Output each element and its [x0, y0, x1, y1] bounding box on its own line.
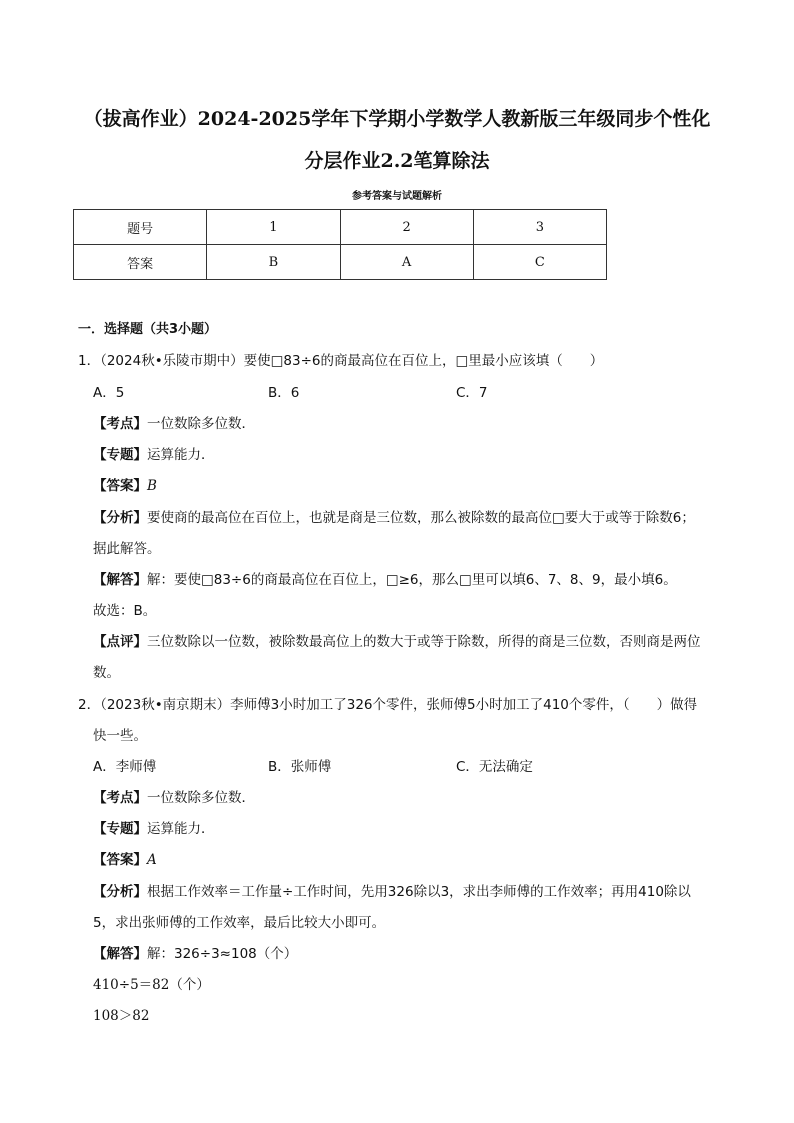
answer-table-header-row	[74, 210, 607, 245]
q1-zhuanti-text: 运算能力．	[147, 447, 215, 463]
table-cell-header-label: 题号	[74, 210, 207, 245]
q1-zhuanti	[93, 443, 215, 463]
q2-fenxi-tag: 【分析】	[93, 884, 147, 900]
q1-zhuanti-tag: 【专题】	[93, 447, 147, 463]
table-cell-number-1: 1	[207, 210, 340, 245]
q2-jieda-line-2: 410÷5＝82（个）	[93, 977, 210, 993]
q2-daan-tag: 【答案】	[93, 852, 147, 868]
q2-zhuanti	[93, 817, 215, 837]
q2-fenxi-line-1	[93, 880, 691, 900]
table-cell-answer-3: C	[473, 245, 606, 280]
q1-dianping-line-1	[93, 630, 701, 650]
q1-jieda-text: 解：要使□83÷6的商最高位在百位上，□≥6，那么□里可以填6、7、8、9，最小填6。	[147, 572, 677, 588]
q2-jieda-tag: 【解答】	[93, 946, 147, 962]
q1-option-c: C．7	[456, 385, 488, 401]
section-heading: 一．选择题（共3小题）	[78, 322, 218, 337]
q1-option-a: A．5	[93, 385, 125, 401]
q1-fenxi-line-2: 据此解答。	[93, 541, 161, 557]
q1-dianping-line-2: 数。	[93, 665, 120, 681]
table-cell-number-3: 3	[473, 210, 606, 245]
q1-dianping-text: 三位数除以一位数，被除数最高位上的数大于或等于除数，所得的商是三位数，否则商是两位	[147, 634, 701, 650]
q2-jieda-line-3: 108＞82	[93, 1008, 150, 1024]
q2-kaodian	[93, 786, 255, 806]
q1-option-b: B．6	[268, 385, 300, 401]
document-title-line-2: 分层作业2.2笔算除法	[304, 150, 490, 172]
q2-option-a: A．李师傅	[93, 759, 157, 775]
q2-zhuanti-tag: 【专题】	[93, 821, 147, 837]
q1-daan	[93, 474, 157, 494]
q1-kaodian-text: 一位数除多位数．	[147, 416, 255, 432]
q2-zhuanti-text: 运算能力．	[147, 821, 215, 837]
table-cell-number-2: 2	[340, 210, 473, 245]
document-title-line-1: （拔高作业）2024-2025学年下学期小学数学人教新版三年级同步个性化	[83, 108, 711, 130]
q1-stem: 1．（2024秋•乐陵市期中）要使□83÷6的商最高位在百位上，□里最小应该填（ ）	[78, 353, 604, 369]
answer-table	[73, 209, 607, 280]
q1-kaodian	[93, 412, 255, 432]
q2-daan	[93, 848, 157, 868]
q2-jieda-line-1	[93, 942, 297, 962]
document-subtitle: 参考答案与试题解析	[352, 191, 442, 202]
q2-stem-line-1: 2．（2023秋•南京期末）李师傅3小时加工了326个零件，张师傅5小时加工了410个零件，（ ）做得	[78, 697, 698, 713]
q2-daan-text: A	[147, 852, 157, 868]
q1-fenxi-tag: 【分析】	[93, 510, 147, 526]
q2-kaodian-tag: 【考点】	[93, 790, 147, 806]
q2-jieda-text: 解：326÷3≈108（个）	[147, 946, 298, 962]
table-cell-answer-label: 答案	[74, 245, 207, 280]
answer-table-answer-row	[74, 245, 607, 280]
q1-daan-text: B	[147, 478, 157, 494]
q2-fenxi-line-2: 5，求出张师傅的工作效率，最后比较大小即可。	[93, 915, 386, 931]
q2-stem-line-2: 快一些。	[93, 728, 147, 744]
q1-jieda-line-1	[93, 568, 677, 588]
q1-fenxi-text: 要使商的最高位在百位上，也就是商是三位数，那么被除数的最高位□要大于或等于除数6；	[147, 510, 695, 526]
q1-daan-tag: 【答案】	[93, 478, 147, 494]
q1-fenxi-line-1	[93, 506, 695, 526]
q1-jieda-tag: 【解答】	[93, 572, 147, 588]
q1-kaodian-tag: 【考点】	[93, 416, 147, 432]
table-cell-answer-1: B	[207, 245, 340, 280]
table-cell-answer-2: A	[340, 245, 473, 280]
q1-dianping-tag: 【点评】	[93, 634, 147, 650]
q2-option-b: B．张师傅	[268, 759, 332, 775]
q1-jieda-line-2: 故选：B。	[93, 603, 157, 619]
q2-fenxi-text: 根据工作效率＝工作量÷工作时间，先用326除以3，求出李师傅的工作效率；再用410除以	[147, 884, 691, 900]
q2-kaodian-text: 一位数除多位数．	[147, 790, 255, 806]
q2-option-c: C．无法确定	[456, 759, 533, 775]
